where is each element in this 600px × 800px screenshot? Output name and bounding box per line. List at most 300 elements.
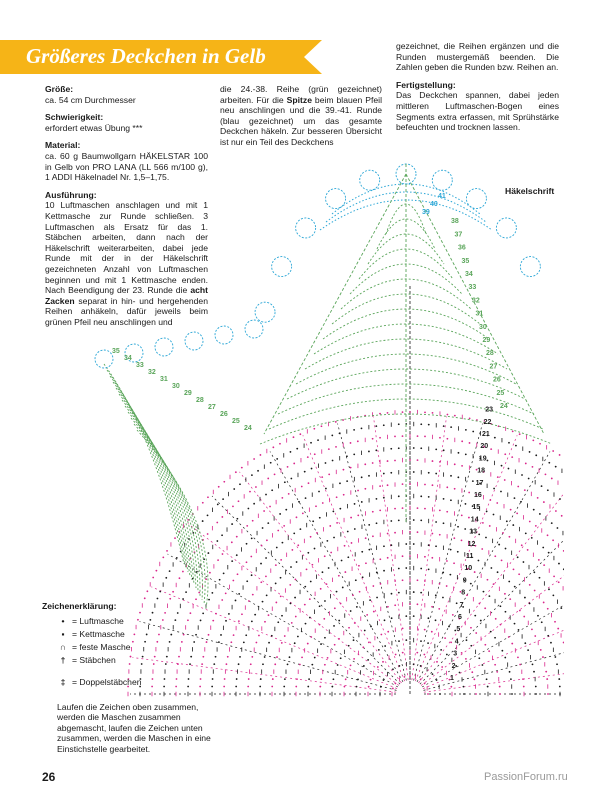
chain-dot [558, 563, 560, 565]
chain-dot [166, 550, 168, 552]
chain-dot [463, 693, 465, 695]
chain-dot [376, 572, 378, 574]
chain-dot [470, 627, 472, 629]
chain-dot [493, 583, 495, 585]
chain-dot [275, 564, 277, 566]
chain-dot [417, 435, 419, 437]
chain-dot [428, 568, 430, 570]
chain-dot [480, 620, 482, 622]
chain-dot [379, 437, 381, 439]
chain-dot [424, 556, 426, 558]
chain-dot [372, 462, 374, 464]
left-scallop [185, 332, 203, 350]
slip-stitch-icon: ▪ [61, 628, 65, 639]
chain-dot [299, 433, 301, 435]
chain-dot [518, 629, 520, 631]
chain-dot [174, 537, 176, 539]
chain-dot [486, 678, 488, 680]
round-number: 5 [456, 626, 461, 634]
chain-dot [420, 447, 422, 449]
chain-dot [296, 561, 298, 563]
chain-dot [327, 657, 329, 659]
round-number: 39 [422, 209, 430, 216]
chain-dot [356, 686, 358, 688]
chain-dot [501, 559, 503, 561]
chain-dot [357, 514, 359, 516]
chain-dot [413, 471, 415, 473]
left-petal-row [128, 412, 200, 596]
size-label: Größe: [45, 84, 74, 94]
round-number: 6 [458, 614, 462, 621]
chain-dot [344, 686, 346, 688]
chain-dot [288, 493, 290, 495]
chain-dot [261, 545, 263, 547]
chain-dot [275, 602, 277, 604]
material-label: Material: [45, 140, 81, 151]
chain-dot [398, 665, 400, 667]
round-number: 31 [475, 310, 484, 318]
chain-dot [398, 592, 400, 594]
round-number: 35 [112, 348, 120, 355]
chain-dot [556, 663, 558, 665]
chain-dot [435, 619, 437, 621]
chain-dot [517, 486, 519, 488]
chain-dot [508, 636, 510, 638]
chain-dot [235, 686, 237, 688]
chain-dot [309, 617, 311, 619]
chain-dot [553, 575, 555, 577]
chain-dot [490, 631, 492, 633]
chain-dot [516, 512, 518, 514]
left-petal-row [125, 406, 198, 592]
chain-dot [523, 616, 525, 618]
legend-item-treble [42, 677, 202, 694]
chain-dot [251, 574, 253, 576]
chain-dot [405, 567, 407, 569]
chain-dot [328, 473, 330, 475]
chain-dot [402, 435, 404, 437]
chain-dot [417, 507, 419, 509]
chain-dot [245, 634, 247, 636]
page-number: 26 [42, 770, 56, 784]
chain-dot [470, 583, 472, 585]
chain-dot [236, 678, 238, 680]
chain-dot [287, 466, 289, 468]
chain-dot [224, 678, 226, 680]
round-number: 37 [454, 231, 463, 239]
chain-dot [296, 516, 298, 518]
chain-dot [250, 663, 252, 665]
chain-dot [280, 595, 282, 597]
chain-dot [519, 610, 521, 612]
chain-dot [402, 579, 404, 581]
chain-dot [380, 686, 382, 688]
chain-dot [347, 556, 349, 558]
chain-dot [297, 544, 299, 546]
chain-dot [353, 454, 355, 456]
chain-dot [262, 601, 264, 603]
spoke [412, 416, 447, 680]
chain-dot [307, 552, 309, 554]
chain-dot [560, 607, 562, 609]
chain-dot [383, 424, 385, 426]
chain-dot [165, 577, 167, 579]
chain-dot [319, 517, 321, 519]
chain-dot [295, 579, 297, 581]
chain-dot [366, 614, 368, 616]
chain-dot [457, 551, 459, 553]
chain-dot [382, 661, 384, 663]
round-number: 21 [482, 431, 490, 438]
round-number: 10 [464, 565, 473, 573]
chain-dot [212, 678, 214, 680]
chain-dot [338, 575, 340, 577]
chain-dot [446, 438, 448, 440]
chain-dot [265, 494, 267, 496]
chain-dot [427, 693, 429, 695]
legend-item-chain [42, 616, 202, 629]
round-number: 27 [208, 404, 216, 411]
chain-dot [506, 520, 508, 522]
chain-dot [375, 449, 377, 451]
chain-dot [182, 571, 184, 573]
chain-dot [247, 686, 249, 688]
chain-dot [465, 658, 467, 660]
chain-dot [439, 437, 441, 439]
chain-dot [548, 588, 550, 590]
chain-dot [294, 597, 296, 599]
chain-dot [447, 414, 449, 416]
spoke [240, 472, 402, 683]
chain-dot [260, 563, 262, 565]
chain-dot [325, 488, 327, 490]
chain-dot [392, 668, 394, 670]
chain-dot [517, 656, 519, 658]
round-number: 24 [500, 403, 508, 410]
chain-dot [559, 686, 561, 688]
chain-dot [162, 556, 164, 558]
chain-dot [368, 451, 370, 453]
chain-dot [202, 520, 204, 522]
chain-dot [280, 559, 282, 561]
chain-dot [443, 498, 445, 500]
round-number: 35 [461, 257, 470, 265]
chain-dot [523, 686, 525, 688]
chain-dot [223, 686, 225, 688]
round-number: 31 [160, 376, 168, 383]
chain-dot [352, 594, 354, 596]
chain-dot [251, 656, 253, 658]
chain-dot [304, 586, 306, 588]
round-number: 8 [461, 589, 466, 597]
chain-dot [424, 411, 426, 413]
chain-dot [532, 466, 534, 468]
chain-dot [439, 461, 441, 463]
chain-dot [282, 542, 284, 544]
chain-dot [314, 657, 316, 659]
chain-dot [340, 657, 342, 659]
chain-dot [297, 636, 299, 638]
chain-dot [361, 427, 363, 429]
chain-dot [216, 540, 218, 542]
chain-dot [260, 581, 262, 583]
chain-dot [420, 679, 422, 681]
chain-dot [285, 509, 287, 511]
chain-dot [424, 629, 426, 631]
chain-dot [551, 478, 553, 480]
chain-dot [260, 454, 262, 456]
chain-dot [546, 678, 548, 680]
chain-dot [482, 664, 484, 666]
chain-dot [432, 460, 434, 462]
chain-dot [436, 679, 438, 681]
chain-dot [523, 561, 525, 563]
chain-dot [345, 678, 347, 680]
difficulty-label: Schwierigkeit: [45, 112, 104, 123]
chain-dot [545, 671, 547, 673]
chain-dot [493, 514, 495, 516]
chain-dot [305, 623, 307, 625]
chain-dot [267, 478, 269, 480]
round-number: 36 [458, 244, 466, 252]
chain-dot [484, 644, 486, 646]
legend-item-slip [42, 629, 202, 642]
chain-dot [409, 675, 411, 677]
chain-dot [312, 520, 314, 522]
chain-dot [279, 513, 281, 515]
chain-dot [379, 510, 381, 512]
chain-dot [552, 594, 554, 596]
chain-dot [169, 570, 171, 572]
chain-dot [310, 581, 312, 583]
instructions-label: Ausführung: [45, 189, 97, 200]
chain-dot [301, 656, 303, 658]
chain-dot [241, 467, 243, 469]
chain-dot [512, 430, 514, 432]
chain-dot [236, 554, 238, 556]
chain-dot [251, 621, 253, 623]
chain-dot [319, 624, 321, 626]
chain-dot [212, 620, 214, 622]
chain-dot [394, 508, 396, 510]
chain-dot [334, 644, 336, 646]
chain-dot [306, 568, 308, 570]
left-petal-row [104, 364, 184, 564]
spoke [420, 496, 564, 684]
chain-dot [539, 513, 541, 515]
chain-dot [307, 456, 309, 458]
chain-dot [334, 607, 336, 609]
chain-dot [478, 603, 480, 605]
round-number: 22 [483, 418, 492, 426]
chain-dot [317, 439, 319, 441]
chain-dot [207, 496, 209, 498]
chain-dot [290, 478, 292, 480]
chain-dot [456, 602, 458, 604]
chain-dot [436, 661, 438, 663]
round-number: 27 [489, 363, 498, 371]
chain-dot [535, 454, 537, 456]
chain-dot [363, 665, 365, 667]
chain-dot [454, 488, 456, 490]
chain-dot [287, 664, 289, 666]
chain-dot [271, 686, 273, 688]
chain-dot [247, 508, 249, 510]
chain-dot [545, 474, 547, 476]
chain-dot [494, 637, 496, 639]
chain-dot [524, 642, 526, 644]
left-scallop [155, 338, 173, 356]
chain-dot [395, 654, 397, 656]
round-number: 40 [430, 201, 438, 208]
chain-dot [472, 431, 474, 433]
chain-dot [394, 532, 396, 534]
chain-dot [409, 603, 411, 605]
chain-dot [527, 649, 529, 651]
chain-dot [338, 620, 340, 622]
round-number: 26 [220, 411, 228, 418]
chain-dot [372, 511, 374, 513]
chain-dot [508, 581, 510, 583]
round-number: 25 [496, 389, 505, 397]
chain-dot [537, 497, 539, 499]
chain-dot [324, 637, 326, 639]
chain-dot [269, 506, 271, 508]
chain-dot [534, 635, 536, 637]
chain-dot [395, 683, 397, 685]
chain-dot [533, 571, 535, 573]
chain-dot [310, 636, 312, 638]
chain-dot [535, 525, 537, 527]
chain-dot [219, 579, 221, 581]
chain-dot [315, 505, 317, 507]
chain-dot [435, 521, 437, 523]
chain-dot [398, 640, 400, 642]
spoke [414, 424, 483, 681]
chain-dot [370, 679, 372, 681]
chain-dot [431, 606, 433, 608]
chain-dot [471, 671, 473, 673]
chain-dot [264, 656, 266, 658]
chart-petal-left [95, 320, 263, 608]
chain-dot [222, 553, 224, 555]
chain-dot [391, 593, 393, 595]
chain-dot [558, 581, 560, 583]
spoke [270, 452, 403, 682]
chain-dot [534, 590, 536, 592]
chain-dot [533, 509, 535, 511]
chain-dot [376, 498, 378, 500]
chain-dot [289, 584, 291, 586]
chain-dot [179, 577, 181, 579]
chain-dot [535, 686, 537, 688]
chain-dot [512, 524, 514, 526]
chain-dot [185, 591, 187, 593]
chain-dot [387, 631, 389, 633]
chain-dot [440, 649, 442, 651]
chain-dot [157, 598, 159, 600]
round-number: 30 [172, 383, 180, 390]
chain-dot [457, 526, 459, 528]
chain-dot [372, 585, 374, 587]
chain-dot [409, 483, 411, 485]
chain-dot [348, 645, 350, 647]
chain-dot [461, 514, 463, 516]
chain-dot [509, 536, 511, 538]
chain-dot [543, 564, 545, 566]
chain-dot [379, 485, 381, 487]
chain-dot [465, 429, 467, 431]
chain-dot [336, 591, 338, 593]
chain-dot [424, 683, 426, 685]
chain-dot [528, 478, 530, 480]
scallop [496, 218, 516, 238]
chart-petal-right [255, 164, 555, 524]
chain-dot [529, 603, 531, 605]
chain-dot [485, 537, 487, 539]
chain-dot [478, 560, 480, 562]
chain-dot [376, 597, 378, 599]
chain-dot [417, 579, 419, 581]
chain-dot [310, 536, 312, 538]
chain-dot [296, 678, 298, 680]
chain-dot [172, 591, 174, 593]
chain-dot [489, 525, 491, 527]
chain-dot [275, 583, 277, 585]
chain-dot [368, 549, 370, 551]
chain-dot [420, 640, 422, 642]
chain-dot [390, 520, 392, 522]
chain-dot [324, 555, 326, 557]
chain-dot [195, 598, 197, 600]
chain-dot [541, 621, 543, 623]
chain-dot [561, 515, 563, 517]
chain-dot [305, 497, 307, 499]
chain-dot [238, 620, 240, 622]
chain-dot [321, 476, 323, 478]
round-number: 12 [467, 540, 476, 548]
chain-dot [563, 568, 564, 570]
chain-dot [239, 483, 241, 485]
chain-dot [449, 574, 451, 576]
spoke [188, 524, 399, 686]
chain-dot [383, 679, 385, 681]
chain-dot [511, 456, 513, 458]
chain-dot [319, 686, 321, 688]
chain-dot [357, 490, 359, 492]
chain-dot [322, 502, 324, 504]
round-number: 1 [450, 675, 454, 682]
chain-dot [413, 519, 415, 521]
chain-dot [394, 604, 396, 606]
chain-dot [262, 663, 264, 665]
chain-dot [368, 641, 370, 643]
chain-dot [402, 411, 404, 413]
chain-dot [483, 591, 485, 593]
chain-dot [420, 665, 422, 667]
chain-dot [356, 606, 358, 608]
round-number: 30 [479, 323, 487, 331]
chain-dot [369, 599, 371, 601]
chain-dot [284, 635, 286, 637]
chain-dot [325, 462, 327, 464]
chain-dot [359, 591, 361, 593]
chain-dot [404, 676, 406, 678]
round-number: 14 [470, 516, 479, 524]
chain-dot [392, 688, 394, 690]
round-number: 13 [469, 528, 477, 536]
chain-dot [563, 642, 564, 644]
